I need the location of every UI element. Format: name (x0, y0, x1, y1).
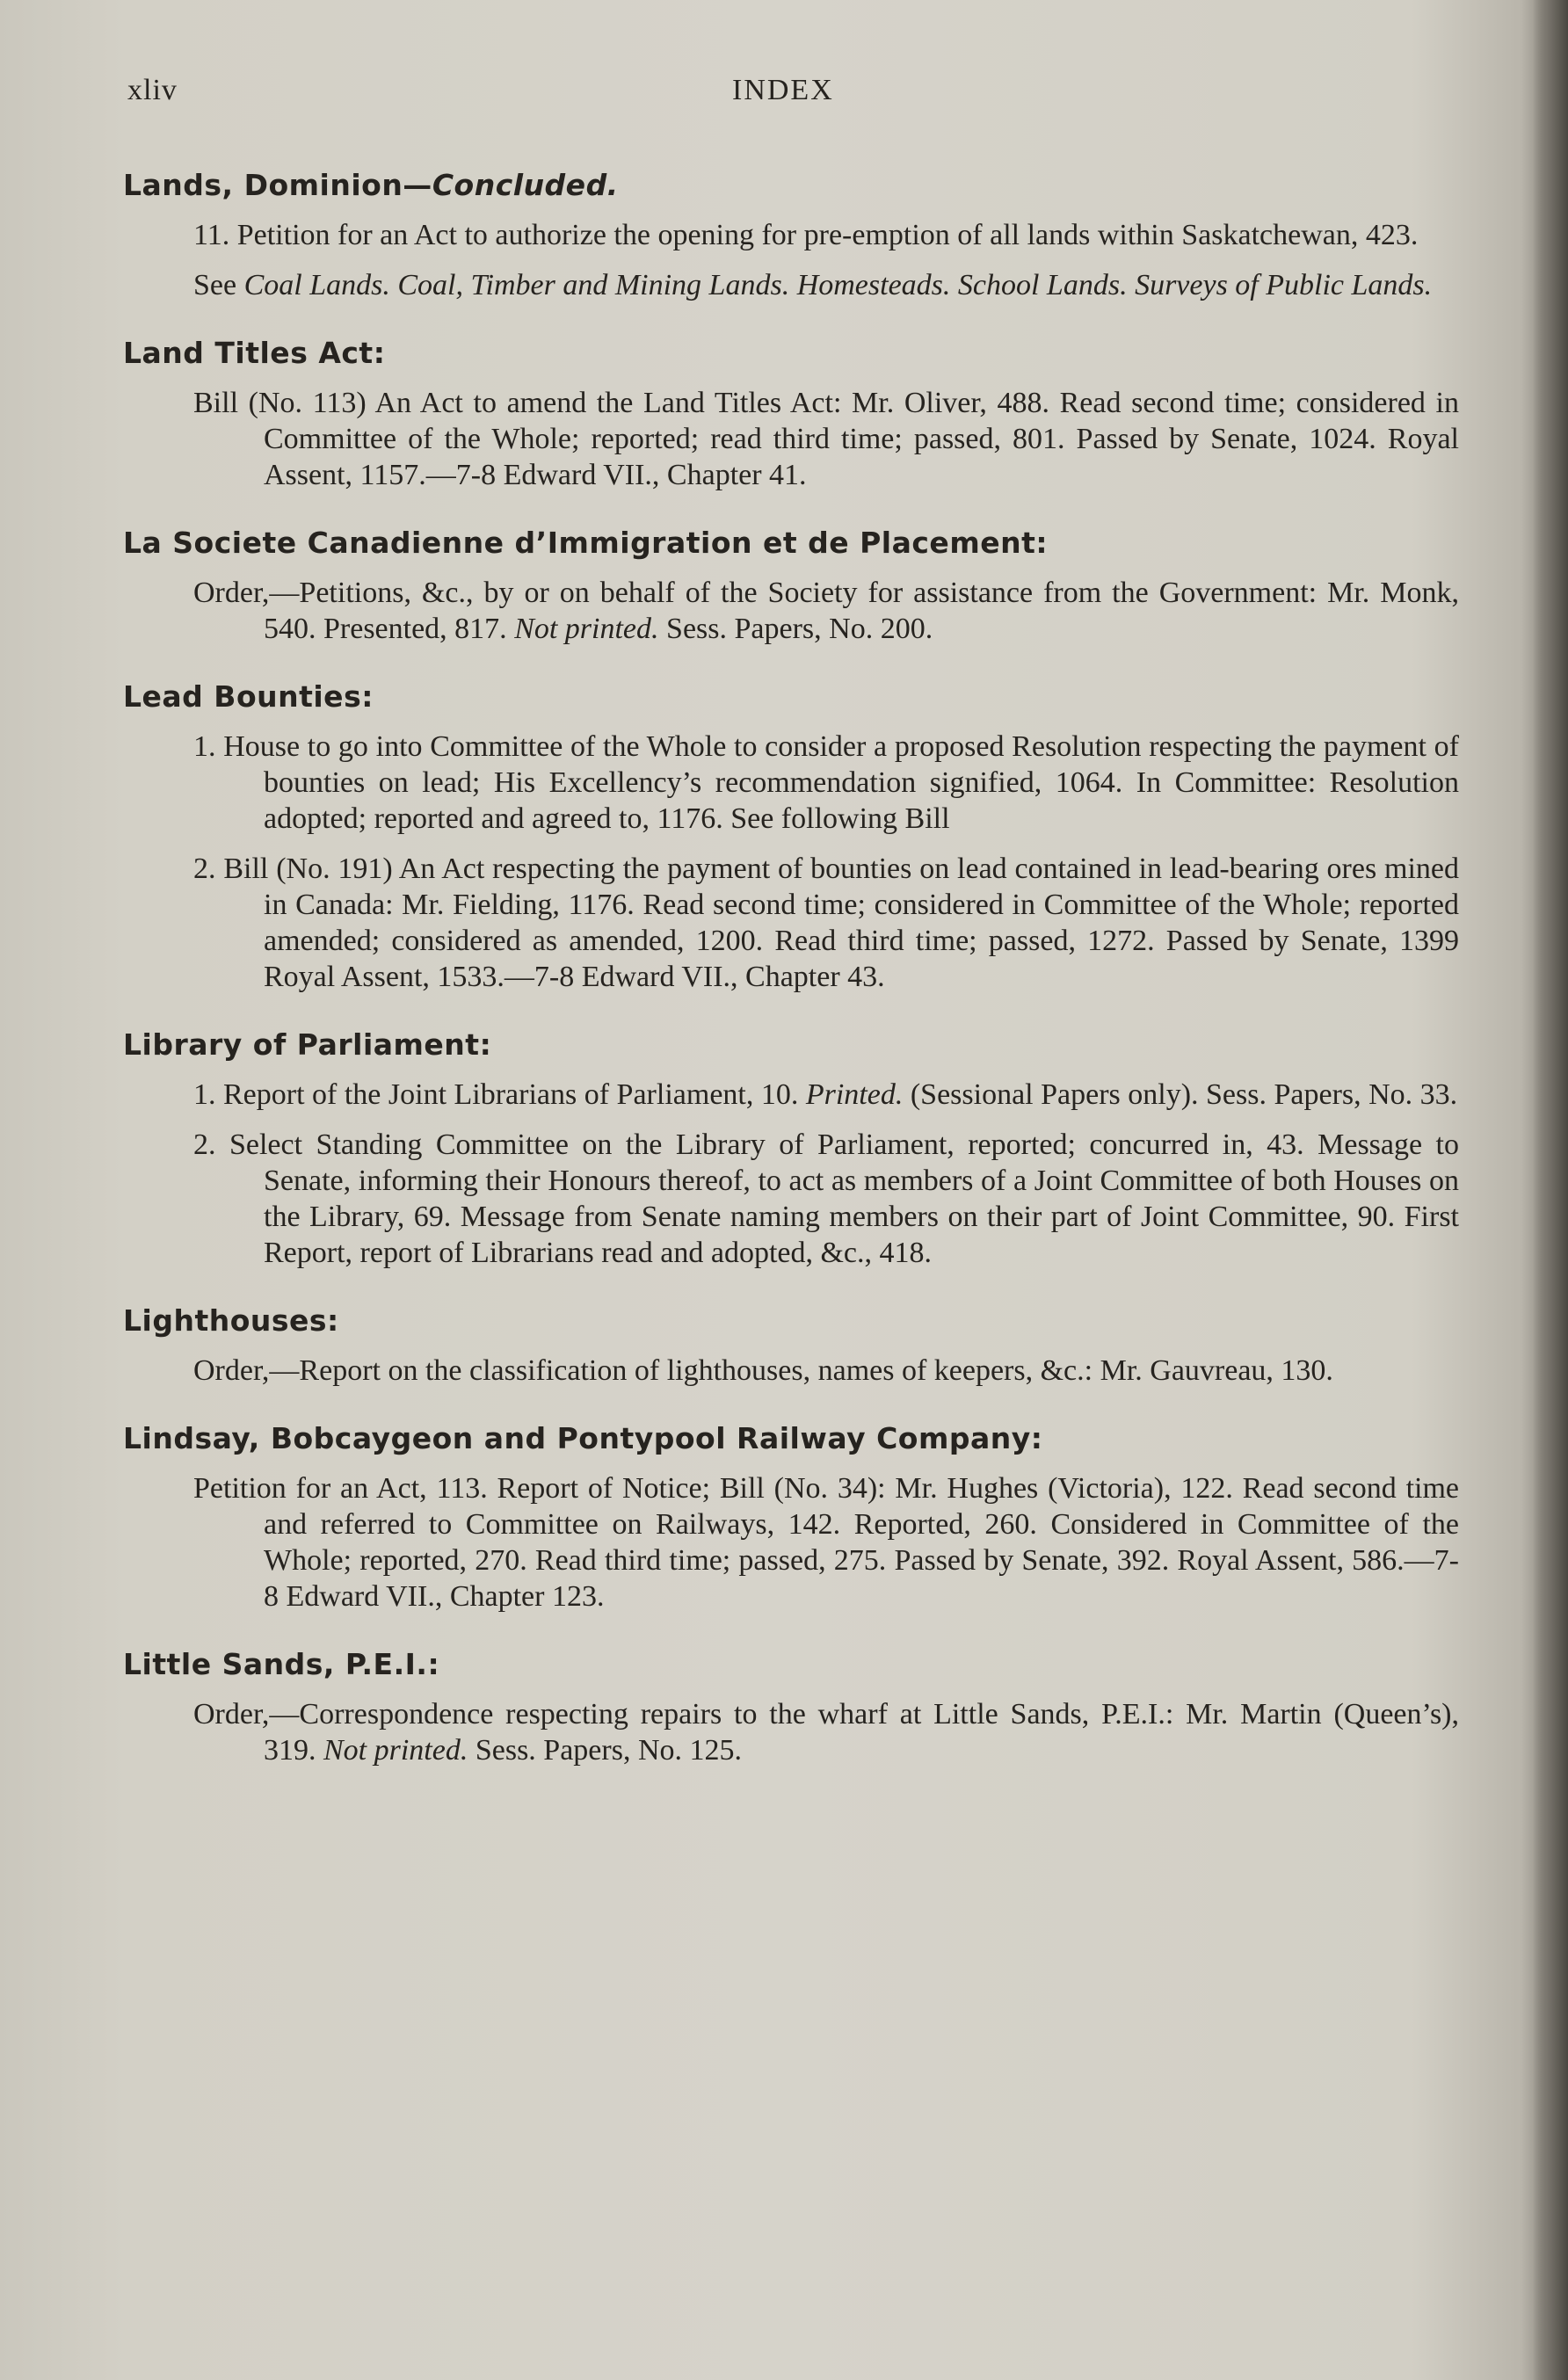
index-entry: Petition for an Act, 113. Report of Notice; Bill (No. 34): Mr. Hughes (Victoria), 122. Read second time and referred to Committee on Railways, 142. Reported, 260. Considered in Committee of the Whole; reported, 270. Read third time; passed, 275. Passed by Senate, 392. Royal Assent, 586.—7-8 Edward VII., Chapter 123. (193, 1472, 1459, 1613)
index-heading: Land Titles Act: (123, 336, 386, 370)
index-entry: See Coal Lands. Coal, Timber and Mining Lands. Homesteads. School Lands. Surveys of Public Lands. (193, 269, 1433, 301)
page-title: INDEX (732, 74, 834, 106)
index-entry: Order,—Report on the classification of lighthouses, names of keepers, &c.: Mr. Gauvreau, 130. (193, 1354, 1333, 1387)
index-heading: Lindsay, Bobcaygeon and Pontypool Railway Company: (123, 1421, 1043, 1455)
index-heading: Library of Parliament: (123, 1027, 492, 1062)
index-entry: 11. Petition for an Act to authorize the opening for pre-emption of all lands within Saskatchewan, 423. (193, 219, 1419, 251)
index-heading: La Societe Canadienne d’Immigration et de Placement: (123, 526, 1049, 560)
index-entry: 1. Report of the Joint Librarians of Parliament, 10. Printed. (Sessional Papers only). Sess. Papers, No. 33. (193, 1078, 1458, 1111)
index-entry: 2. Bill (No. 191) An Act respecting the payment of bounties on lead contained in lead-bearing ores mined in Canada: Mr. Fielding, 1176. Read second time; considered in Committee of the Whole; reported amended; considered as amended, 1200. Read third time; passed, 1272. Passed by Senate, 1399 Royal Assent, 1533.—7-8 Edward VII., Chapter 43. (193, 853, 1459, 993)
index-entry: 2. Select Standing Committee on the Library of Parliament, reported; concurred in, 43. Message to Senate, informing their Honours thereof, to act as members of a Joint Committee of both Houses on the Library, 69. Message from Senate naming members on their part of Joint Committee, 90. First Report, report of Librarians read and adopted, &c., 418. (193, 1128, 1459, 1269)
index-content (123, 167, 1477, 1782)
page-number: xliv (127, 74, 178, 106)
index-heading: Little Sands, P.E.I.: (123, 1647, 440, 1681)
index-heading: Lands, Dominion—Concluded. (123, 168, 619, 202)
running-head (127, 74, 1446, 118)
index-entry: Order,—Petitions, &c., by or on behalf of the Society for assistance from the Government: Mr. Monk, 540. Presented, 817. Not printed. Sess. Papers, No. 200. (193, 577, 1459, 645)
index-heading: Lighthouses: (123, 1303, 339, 1338)
index-entry: 1. House to go into Committee of the Whole to consider a proposed Resolution respecting the payment of bounties on lead; His Excellency’s recommendation signified, 1064. In Committee: Resolution adopted; reported and agreed to, 1176. See following Bill (193, 730, 1459, 835)
index-heading: Lead Bounties: (123, 679, 374, 714)
index-entry: Bill (No. 113) An Act to amend the Land Titles Act: Mr. Oliver, 488. Read second time; considered in Committee of the Whole; reported; read third time; passed, 801. Passed by Senate, 1024. Royal Assent, 1157.—7-8 Edward VII., Chapter 41. (193, 387, 1459, 491)
index-entry: Order,—Correspondence respecting repairs to the wharf at Little Sands, P.E.I.: Mr. Martin (Queen’s), 319. Not printed. Sess. Papers, No. 125. (193, 1698, 1459, 1767)
book-spine-shadow (1533, 0, 1568, 2380)
